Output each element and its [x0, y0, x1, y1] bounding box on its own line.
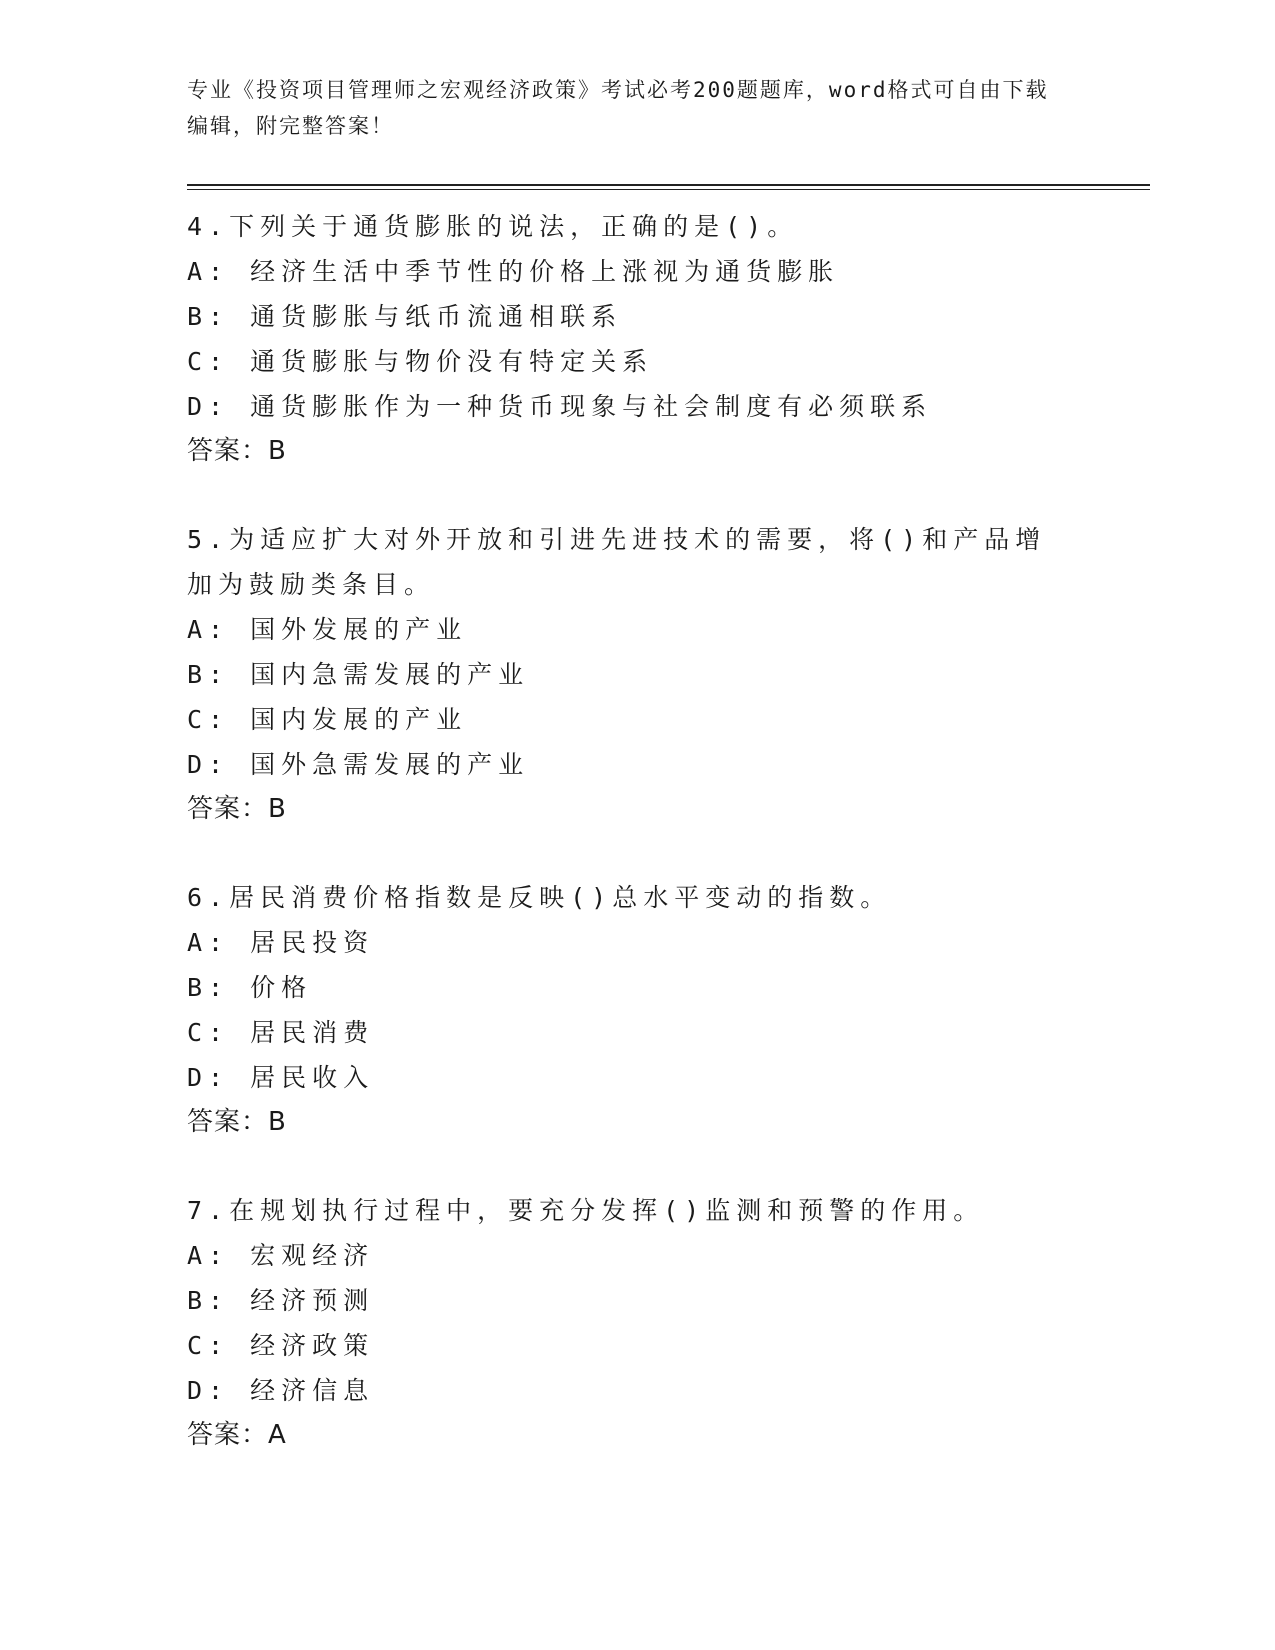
option-b: B: 国内急需发展的产业 [187, 660, 530, 689]
answer-label: 答案： [187, 1107, 269, 1137]
header-divider [187, 184, 1150, 190]
option-a: A: 经济生活中季节性的价格上涨视为通货膨胀 [187, 257, 840, 286]
option-c: C: 通货膨胀与物价没有特定关系 [187, 347, 654, 376]
answer-label: 答案： [187, 794, 269, 824]
option-c: C: 经济政策 [187, 1331, 375, 1360]
answer-line [187, 429, 1147, 474]
answer-value: B [268, 794, 287, 824]
option-b: B: 通货膨胀与纸币流通相联系 [187, 302, 623, 331]
question-stem: 5.为适应扩大对外开放和引进先进技术的需要，将()和产品增加为鼓励类条目。 [187, 525, 1047, 599]
answer-value: A [268, 1420, 287, 1450]
option-b: B: 经济预测 [187, 1286, 375, 1315]
option-d: D: 居民收入 [187, 1063, 375, 1092]
option-b: B: 价格 [187, 973, 313, 1002]
question-4 [187, 204, 1147, 474]
answer-label: 答案： [187, 1420, 269, 1450]
question-stem: 4.下列关于通货膨胀的说法，正确的是()。 [187, 212, 799, 241]
question-stem: 6.居民消费价格指数是反映()总水平变动的指数。 [187, 883, 892, 912]
question-5 [187, 517, 1147, 832]
option-d: D: 通货膨胀作为一种货币现象与社会制度有必须联系 [187, 392, 933, 421]
option-d: D: 经济信息 [187, 1376, 375, 1405]
question-7 [187, 1188, 1147, 1458]
answer-line [187, 1100, 1147, 1145]
question-stem: 7.在规划执行过程中，要充分发挥()监测和预警的作用。 [187, 1196, 985, 1225]
answer-line [187, 1413, 1147, 1458]
document-intro: 专业《投资项目管理师之宏观经济政策》考试必考200题题库，word格式可自由下载编辑，附完整答案！ [187, 78, 1049, 138]
answer-label: 答案： [187, 436, 269, 466]
question-list [187, 204, 1147, 1458]
option-a: A: 国外发展的产业 [187, 615, 468, 644]
option-c: C: 国内发展的产业 [187, 705, 468, 734]
document-page [187, 72, 1147, 1501]
answer-value: B [268, 1107, 287, 1137]
option-a: A: 居民投资 [187, 928, 375, 957]
option-d: D: 国外急需发展的产业 [187, 750, 530, 779]
answer-line [187, 787, 1147, 832]
option-a: A: 宏观经济 [187, 1241, 375, 1270]
answer-value: B [268, 436, 287, 466]
question-6 [187, 875, 1147, 1145]
option-c: C: 居民消费 [187, 1018, 375, 1047]
